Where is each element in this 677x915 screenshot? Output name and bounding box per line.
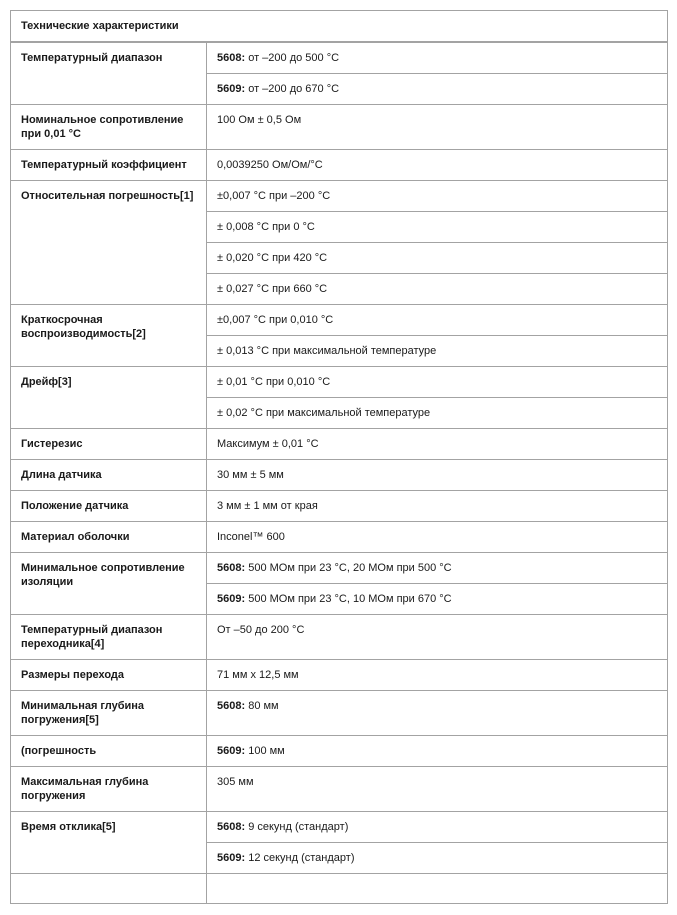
spec-label-cell: Положение датчика — [11, 491, 207, 522]
table-row — [11, 42, 668, 74]
spec-value-cell: Inconel™ 600 — [207, 522, 668, 553]
model-number-prefix: 5608: — [217, 821, 249, 833]
table-row — [11, 660, 668, 691]
spec-label-cell: Максимальная глубина погружения — [11, 767, 207, 812]
spec-value-cell: 5609: 12 секунд (стандарт) — [207, 843, 668, 874]
spec-value-cell: 5609: от –200 до 670 °C — [207, 74, 668, 105]
table-row — [11, 491, 668, 522]
spec-label-cell: Время отклика[5] — [11, 812, 207, 874]
table-row-partial — [11, 874, 668, 904]
spec-value-cell: 5608: от –200 до 500 °C — [207, 42, 668, 74]
table-row — [11, 181, 668, 212]
model-number-prefix: 5608: — [217, 52, 249, 64]
table-row — [11, 305, 668, 336]
spec-table-body — [11, 11, 668, 904]
spec-value-cell: 30 мм ± 5 мм — [207, 460, 668, 491]
spec-value-cell: 3 мм ± 1 мм от края — [207, 491, 668, 522]
table-title: Технические характеристики — [11, 11, 668, 43]
spec-table — [10, 10, 668, 904]
table-row — [11, 812, 668, 843]
spec-value-cell: ±0,007 °C при –200 °C — [207, 181, 668, 212]
spec-label-cell: Минимальное сопротивление изоляции — [11, 553, 207, 615]
spec-label-cell: Длина датчика — [11, 460, 207, 491]
table-row — [11, 553, 668, 584]
spec-value-cell: ± 0,027 °C при 660 °C — [207, 274, 668, 305]
spec-label-cell: Краткосрочная воспроизводимость[2] — [11, 305, 207, 367]
model-number-prefix: 5608: — [217, 562, 249, 574]
spec-value-cell: ± 0,008 °C при 0 °C — [207, 212, 668, 243]
spec-label-cell: Материал оболочки — [11, 522, 207, 553]
table-row — [11, 615, 668, 660]
spec-value-cell: ±0,007 °C при 0,010 °C — [207, 305, 668, 336]
table-row — [11, 522, 668, 553]
spec-value-cell: Максимум ± 0,01 °C — [207, 429, 668, 460]
model-number-prefix: 5608: — [217, 700, 249, 712]
spec-value-cell: ± 0,013 °C при максимальной температуре — [207, 336, 668, 367]
spec-label-cell: (погрешность — [11, 736, 207, 767]
table-row — [11, 367, 668, 398]
spec-value-cell: 5608: 80 мм — [207, 691, 668, 736]
table-row — [11, 429, 668, 460]
table-row — [11, 460, 668, 491]
spec-value-cell: 5608: 500 МОм при 23 °C, 20 МОм при 500 °C — [207, 553, 668, 584]
spec-value-cell: 305 мм — [207, 767, 668, 812]
spec-value-cell: ± 0,02 °C при максимальной температуре — [207, 398, 668, 429]
spec-value-cell: 0,0039250 Ом/Ом/°C — [207, 150, 668, 181]
spec-value-cell: 5609: 500 МОм при 23 °C, 10 МОм при 670 °C — [207, 584, 668, 615]
spec-label-cell: Номинальное сопротивление при 0,01 °C — [11, 105, 207, 150]
spec-label-cell: Гистерезис — [11, 429, 207, 460]
spec-label-cell: Температурный коэффициент — [11, 150, 207, 181]
model-number-prefix: 5609: — [217, 593, 249, 605]
spec-label-cell: Температурный диапазон — [11, 42, 207, 105]
spec-label-cell — [11, 874, 207, 904]
spec-label-cell: Дрейф[3] — [11, 367, 207, 429]
model-number-prefix: 5609: — [217, 852, 249, 864]
spec-label-cell: Температурный диапазон переходника[4] — [11, 615, 207, 660]
spec-value-cell: ± 0,020 °C при 420 °C — [207, 243, 668, 274]
spec-value-cell: 100 Ом ± 0,5 Ом — [207, 105, 668, 150]
spec-value-cell: 5608: 9 секунд (стандарт) — [207, 812, 668, 843]
spec-label-cell: Относительная погрешность[1] — [11, 181, 207, 305]
table-row — [11, 150, 668, 181]
model-number-prefix: 5609: — [217, 83, 249, 95]
spec-value-cell — [207, 874, 668, 904]
spec-value-cell: ± 0,01 °C при 0,010 °C — [207, 367, 668, 398]
table-row — [11, 105, 668, 150]
table-row — [11, 736, 668, 767]
spec-label-cell: Размеры перехода — [11, 660, 207, 691]
table-header-row — [11, 11, 668, 43]
spec-label-cell: Минимальная глубина погружения[5] — [11, 691, 207, 736]
spec-value-cell: От –50 до 200 °C — [207, 615, 668, 660]
model-number-prefix: 5609: — [217, 745, 249, 757]
table-row — [11, 691, 668, 736]
spec-value-cell: 71 мм x 12,5 мм — [207, 660, 668, 691]
table-row — [11, 767, 668, 812]
spec-value-cell: 5609: 100 мм — [207, 736, 668, 767]
